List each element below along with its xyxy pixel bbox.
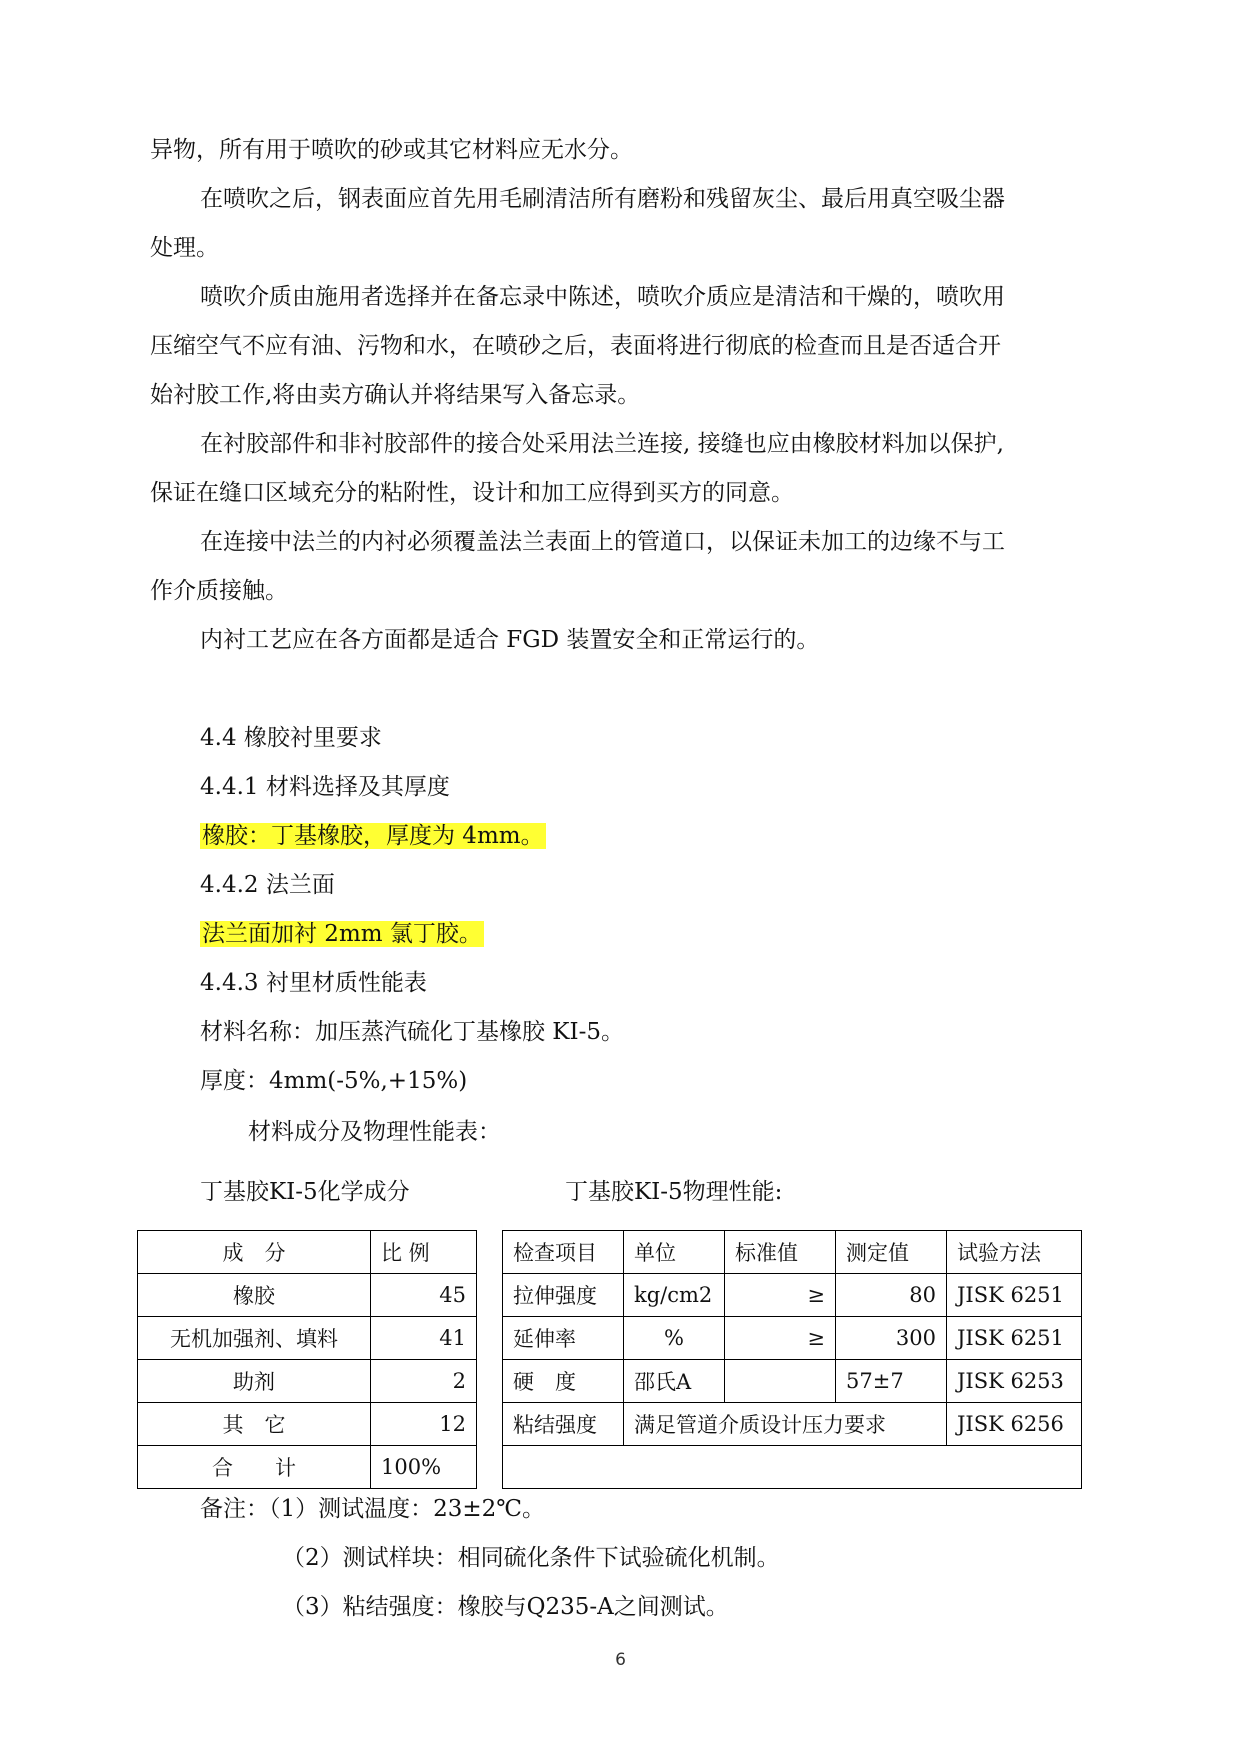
table-header-cell: 检查项目 (503, 1231, 624, 1274)
highlight-text: 橡胶：丁基橡胶，厚度为 4mm。 (202, 823, 544, 849)
table-cell: 满足管道介质设计压力要求 (624, 1403, 947, 1446)
paragraph-line: 处理。 (150, 235, 219, 261)
table-cell: 300 (836, 1317, 947, 1360)
table-cell: 硬 度 (503, 1360, 624, 1403)
subsection-heading: 4.4.3 衬里材质性能表 (200, 970, 427, 996)
highlighted-line (200, 820, 546, 852)
table-cell: 合 计 (138, 1446, 371, 1489)
table-cell: 橡胶 (138, 1274, 371, 1317)
table-row (138, 1446, 477, 1489)
table-header-cell: 单位 (624, 1231, 725, 1274)
phys-properties-table (502, 1230, 1082, 1489)
table-row (503, 1403, 1082, 1446)
table-cell: ≥ (725, 1317, 836, 1360)
paragraph-line: 保证在缝口区域充分的粘附性，设计和加工应得到买方的同意。 (150, 480, 794, 506)
table-row (503, 1360, 1082, 1403)
table-row-empty (503, 1446, 1082, 1489)
table-cell: 41 (371, 1317, 477, 1360)
paragraph-line: 作介质接触。 (150, 578, 288, 604)
chem-table-caption: 丁基胶KI-5化学成分 (200, 1179, 410, 1205)
page-number: 6 (615, 1650, 626, 1670)
table-cell: 无机加强剂、填料 (138, 1317, 371, 1360)
table-header-cell: 成 分 (138, 1231, 371, 1274)
table-row (503, 1317, 1082, 1360)
highlight-text: 法兰面加衬 2mm 氯丁胶。 (202, 921, 482, 947)
subsection-heading: 4.4.2 法兰面 (200, 872, 335, 898)
table-row (138, 1317, 477, 1360)
table-header-cell: 试验方法 (947, 1231, 1082, 1274)
paragraph-line: 始衬胶工作,将由卖方确认并将结果写入备忘录。 (150, 382, 641, 408)
table-row (138, 1274, 477, 1317)
table-header-row (503, 1231, 1082, 1274)
table-cell: 延伸率 (503, 1317, 624, 1360)
table-header-cell: 标准值 (725, 1231, 836, 1274)
table-cell: ≥ (725, 1274, 836, 1317)
paragraph-line: 在连接中法兰的内衬必须覆盖法兰表面上的管道口，以保证未加工的边缘不与工 (200, 529, 1005, 555)
note-line: 备注：（1）测试温度：23±2℃。 (200, 1496, 546, 1522)
table-row (138, 1360, 477, 1403)
paragraph-line: 在衬胶部件和非衬胶部件的接合处采用法兰连接, 接缝也应由橡胶材料加以保护, (200, 431, 1004, 457)
table-cell: JISK 6251 (947, 1317, 1082, 1360)
table-cell: 粘结强度 (503, 1403, 624, 1446)
table-cell: 2 (371, 1360, 477, 1403)
table-cell: 57±7 (836, 1360, 947, 1403)
paragraph-line: 内衬工艺应在各方面都是适合 FGD 装置安全和正常运行的。 (200, 627, 820, 653)
table-cell: 80 (836, 1274, 947, 1317)
table-cell (725, 1360, 836, 1403)
chem-composition-table (137, 1230, 477, 1489)
highlighted-line (200, 918, 484, 950)
table-cell: 12 (371, 1403, 477, 1446)
table-intro: 材料成分及物理性能表： (248, 1119, 501, 1145)
table-cell (503, 1446, 1082, 1489)
table-cell: 拉伸强度 (503, 1274, 624, 1317)
paragraph-line: 异物，所有用于喷吹的砂或其它材料应无水分。 (150, 137, 633, 163)
table-cell: 100% (371, 1446, 477, 1489)
table-header-cell: 比 例 (371, 1231, 477, 1274)
thickness-spec: 厚度：4mm(-5%,+15%) (200, 1068, 468, 1094)
table-cell: 45 (371, 1274, 477, 1317)
paragraph-line: 压缩空气不应有油、污物和水，在喷砂之后，表面将进行彻底的检查而且是否适合开 (150, 333, 1001, 359)
table-cell: JISK 6251 (947, 1274, 1082, 1317)
table-cell: 助剂 (138, 1360, 371, 1403)
subsection-heading: 4.4.1 材料选择及其厚度 (200, 774, 450, 800)
table-cell: 邵氏A (624, 1360, 725, 1403)
table-cell: JISK 6253 (947, 1360, 1082, 1403)
section-heading: 4.4 橡胶衬里要求 (200, 725, 382, 751)
material-name: 材料名称：加压蒸汽硫化丁基橡胶 KI-5。 (200, 1019, 624, 1045)
table-cell: 其 它 (138, 1403, 371, 1446)
paragraph-line: 喷吹介质由施用者选择并在备忘录中陈述，喷吹介质应是清洁和干燥的，喷吹用 (200, 284, 1005, 310)
table-header-row (138, 1231, 477, 1274)
table-cell: JISK 6256 (947, 1403, 1082, 1446)
note-line: （3）粘结强度：橡胶与Q235-A之间测试。 (282, 1594, 729, 1620)
table-cell: kg/cm2 (624, 1274, 725, 1317)
table-row (138, 1403, 477, 1446)
paragraph-line: 在喷吹之后，钢表面应首先用毛刷清洁所有磨粉和残留灰尘、最后用真空吸尘器 (200, 186, 1005, 212)
phys-table-caption: 丁基胶KI-5物理性能: (565, 1179, 783, 1205)
table-cell: % (624, 1317, 725, 1360)
note-line: （2）测试样块：相同硫化条件下试验硫化机制。 (282, 1545, 780, 1571)
table-header-cell: 测定值 (836, 1231, 947, 1274)
table-row (503, 1274, 1082, 1317)
